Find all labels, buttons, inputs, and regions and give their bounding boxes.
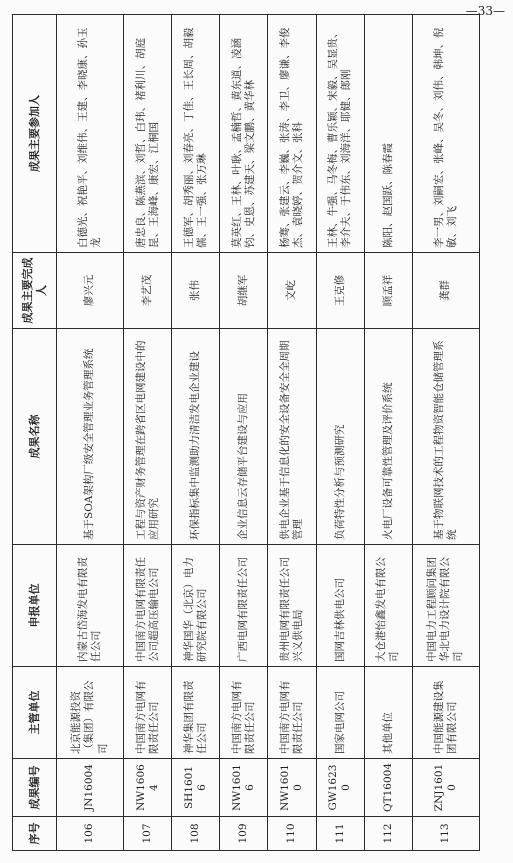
table-row [124, 15, 172, 851]
cell-lead: 张伟 [172, 253, 220, 329]
table-row [268, 15, 316, 851]
header-members: 成果主要参加人 [13, 15, 57, 253]
cell-code: GW16230 [316, 759, 364, 817]
header-lead: 成果主要完成人 [13, 253, 57, 329]
cell-seq: 107 [124, 817, 172, 851]
cell-title: 工程与资产财务管理在跨省区电网建设中的应用研究 [124, 329, 172, 545]
cell-seq: 113 [412, 817, 479, 851]
cell-authority: 中国南方电网有限责任公司 [268, 667, 316, 759]
table-row [172, 15, 220, 851]
cell-title: 基于物联网技术的工程物资智能仓储管理系统 [412, 329, 479, 545]
cell-applicant: 广西电网有限责任公司 [220, 545, 268, 667]
cell-seq: 111 [316, 817, 364, 851]
table-row [412, 15, 479, 851]
page-number: —33— [465, 4, 505, 18]
cell-seq: 112 [364, 817, 412, 851]
cell-members: 杨骞、张建云、李巍、张涛、李卫、廖谦、李俊杰、袁晓婷、贺介文、张科 [268, 15, 316, 253]
cell-authority: 中国南方电网有限责任公司 [220, 667, 268, 759]
cell-title: 负荷特性分析与预测研究 [316, 329, 364, 545]
header-seq: 序号 [13, 817, 57, 851]
cell-authority: 中国南方电网有限责任公司 [124, 667, 172, 759]
cell-seq: 110 [268, 817, 316, 851]
cell-title: 基于SOA架构厂级安全管理业务管理系统 [57, 329, 124, 545]
cell-members: 白德光、祝艳平、刘维伟、王建、李晓康、孙玉龙 [57, 15, 124, 253]
cell-applicant: 中国电力工程顾问集团华北电力设计院有限公司 [412, 545, 479, 667]
cell-lead: 龚群 [412, 253, 479, 329]
cell-applicant: 中国南方电网有限责任公司超高压输电公司 [124, 545, 172, 667]
cell-title: 火电厂设备可靠性管理及评价系统 [364, 329, 412, 545]
cell-title: 企业信息云存储平台建设与应用 [220, 329, 268, 545]
table-header-row [13, 15, 57, 851]
cell-members: 王德军、胡秀丽、刘春亮、丁佳、王长周、胡毅儒、王一强、张万琳 [172, 15, 220, 253]
cell-authority: 国家电网公司 [316, 667, 364, 759]
achievements-table [12, 14, 480, 851]
cell-members: 李一男、刘嗣宏、张峰、吴冬、刘伟、韩坤、倪敏、刘飞 [412, 15, 479, 253]
table-row [316, 15, 364, 851]
cell-title: 环保指标集中监测助力清洁发电企业建设 [172, 329, 220, 545]
cell-code: ZNJ16010 [412, 759, 479, 817]
cell-title: 供电企业基于信息化的安全设备安全全周期管理 [268, 329, 316, 545]
cell-members: 陈阳、赵国跃、陈春霞 [364, 15, 412, 253]
cell-lead: 廖兴元 [57, 253, 124, 329]
cell-code: QT16004 [364, 759, 412, 817]
cell-members: 莫英红、王林、叶耿、孟楠哲、黄东道、凌涵钧、史恩、苏建天、梁文鹏、黄华林 [220, 15, 268, 253]
cell-applicant: 贵州电网有限责任公司兴义供电局 [268, 545, 316, 667]
cell-members: 王林、牛强、马冬梅、曹乐颖、宋毅、吴显贵、李介夫、于伟东、刘海洋、耶健、郎刚 [316, 15, 364, 253]
cell-code: SH16016 [172, 759, 220, 817]
cell-code: JN16004 [57, 759, 124, 817]
cell-authority: 其他单位 [364, 667, 412, 759]
header-code: 成果编号 [13, 759, 57, 817]
cell-lead: 王克修 [316, 253, 364, 329]
cell-seq: 109 [220, 817, 268, 851]
table-row [364, 15, 412, 851]
header-title: 成果名称 [13, 329, 57, 545]
cell-lead: 李艺茂 [124, 253, 172, 329]
table-row [57, 15, 124, 851]
cell-authority: 北京能源投资（集团）有限公司 [57, 667, 124, 759]
cell-applicant: 大仓港怡鑫发电有限公司 [364, 545, 412, 667]
cell-code: NW16016 [220, 759, 268, 817]
cell-applicant: 内蒙古岱海发电有限责任公司 [57, 545, 124, 667]
cell-authority: 中国能源建设集团有限公司 [412, 667, 479, 759]
header-authority: 主管单位 [13, 667, 57, 759]
table-row [220, 15, 268, 851]
cell-authority: 神华集团有限责任公司 [172, 667, 220, 759]
cell-seq: 106 [57, 817, 124, 851]
cell-members: 唐忠良、陈燕滨、刘哲、白玮、褚利川、胡庭昆、王海峰、康宏、江桐国 [124, 15, 172, 253]
cell-applicant: 神华国华（北京）电力研究院有限公司 [172, 545, 220, 667]
cell-code: NW16010 [268, 759, 316, 817]
cell-applicant: 国网吉林供电公司 [316, 545, 364, 667]
header-applicant: 申报单位 [13, 545, 57, 667]
cell-seq: 108 [172, 817, 220, 851]
cell-lead: 顾孟祥 [364, 253, 412, 329]
cell-lead: 胡继军 [220, 253, 268, 329]
cell-code: NW16064 [124, 759, 172, 817]
cell-lead: 文屹 [268, 253, 316, 329]
